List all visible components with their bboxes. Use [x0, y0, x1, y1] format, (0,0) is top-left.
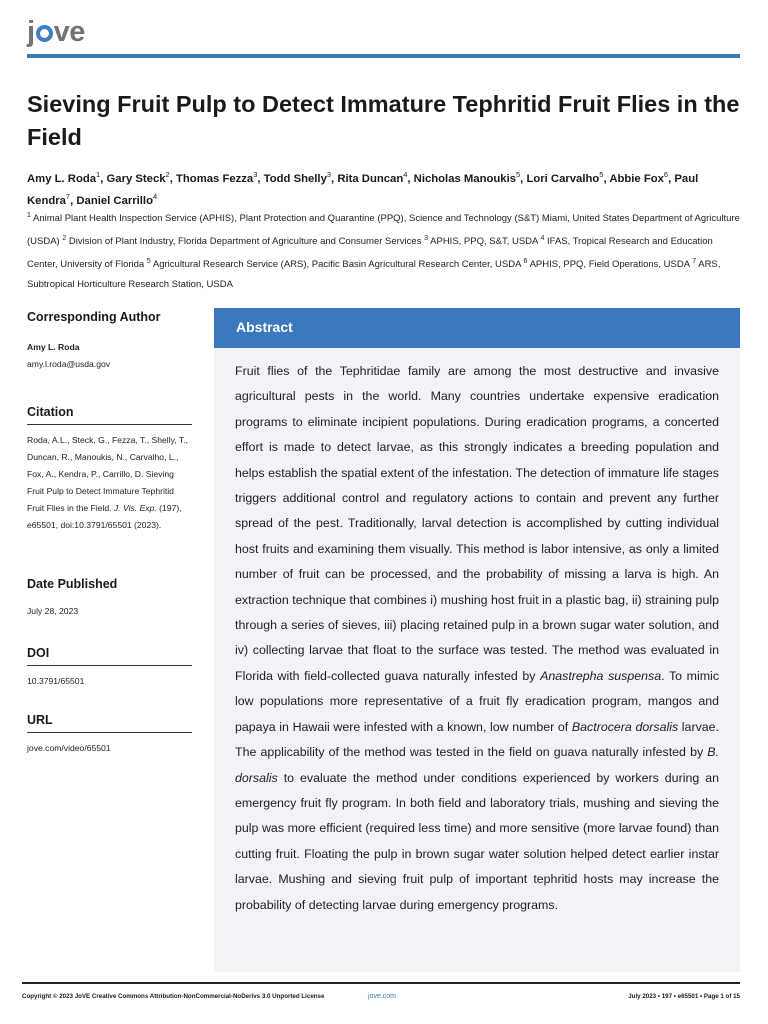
author: Lori Carvalho$^5$ — [526, 170, 604, 185]
corresponding-author-email[interactable]: amy.l.roda@usda.gov — [27, 359, 111, 369]
url-section — [27, 713, 192, 757]
date-published-section — [27, 577, 192, 620]
citation-text: Roda, A.L., Steck, G., Fezza, T., Shelly, T., Duncan, R., Manoukis, N., Carvalho, L., Fox, A., Kendra, P., Carrillo, D. Sieving Fruit Pulp to Detect Immature Tephritid Fruit Flies in the Field. J. Vis. Exp. (197), e65501, doi:10.3791/65501 (2023). — [27, 435, 188, 530]
jove-logo[interactable] — [27, 18, 85, 47]
affiliation: $^6$ APHIS, PPQ, Field Operations, USDA — [523, 258, 690, 271]
affiliation: $^2$ Division of Plant Industry, Florida Department of Agriculture and Consumer Services — [62, 235, 422, 248]
abstract-text: Fruit flies of the Tephritidae family are among the most destructive and invasive agricultural pests in the world. Many countries undertake expensive eradication programs to eliminate incipient populations. During eradication programs, a concerted effort is made to detect larvae, as this strongly indicates a breeding population and helps establish the spatial extent of the infestation. The detection of immature life stages triggers additional control and regulatory actions to contain and prevent any further spread of the pest. Traditionally, larval detection is accomplished by cutting individual host fruits and examining them visually. This method is labor intensive, as only a limited number of fruit can be processed, and the probability of missing a larva is high. An extraction technique that combines i) mushing host fruit in a plastic bag, ii) straining pulp through a series of sieves, iii) placing retained pulp in a brown sugar water solution, and iv) collecting larvae that float to the surface was tested. The method was evaluated in Florida with field-collected guava naturally infested by Anastrepha suspensa. To mimic low populations more representative of a fruit fly eradication program, mangos and papaya in Hawaii were infested with a known, low number of Bactrocera dorsalis larvae. The applicability of the method was tested in the field on guava naturally infested by B. dorsalis to evaluate the method under conditions experienced by workers during an emergency fruit fly program. In both field and laboratory trials, mushing and sieving the pulp was more efficient (required less time) and more sensitive (more larvae found) than cutting fruit. Floating the pulp in brown sugar water solution helped detect earlier instar larvae. Mushing and sieving fruit pulp of important tephritid hosts may increase the probability of detecting larvae during emergency programs. — [235, 364, 720, 912]
affiliation-list — [27, 206, 743, 295]
doi-section — [27, 646, 192, 690]
corresponding-author-name: Amy L. Roda — [27, 342, 80, 352]
species-name: Bactrocera dorsalis — [571, 719, 679, 734]
author: Gary Steck$^2$ — [106, 170, 170, 185]
header-rule — [27, 54, 740, 58]
affiliation: $^7$ ARS, Subtropical Horticulture Research Station, USDA — [27, 258, 721, 291]
date-published-value: July 28, 2023 — [27, 606, 79, 616]
abstract-panel — [214, 308, 740, 972]
affiliation: $^5$ Agricultural Research Service (ARS), Pacific Basin Agricultural Research Center, USDA — [146, 258, 521, 271]
abstract-heading: Abstract — [214, 308, 740, 348]
footer-page-info: July 2023 • 197 • e65501 • Page 1 of 15 — [628, 993, 740, 1000]
logo-ve: ve — [53, 16, 85, 48]
url-value[interactable]: jove.com/video/65501 — [27, 743, 111, 753]
doi-heading: DOI — [27, 646, 192, 666]
citation-section — [27, 405, 192, 534]
affiliation: $^1$ Animal Plant Health Inspection Service (APHIS), Plant Protection and Quarantine (PPQ), Science and Technology (S&T) Miami, United States Department of Agriculture (USDA) — [27, 212, 740, 248]
logo-o-ring-icon — [36, 25, 53, 42]
author: Abbie Fox$^6$ — [609, 170, 669, 185]
author: Todd Shelly$^3$ — [263, 170, 332, 185]
author-list: Amy L. Roda$^1$, Gary Steck$^2$, Thomas Fezza$^3$, Todd Shelly$^3$, Rita Duncan$^4$, Nicholas Manoukis$^5$, Lori Carvalho$^5$, Abbie Fox$^6$, Paul Kendra$^7$, Daniel Carrillo$^4$ — [27, 170, 699, 207]
logo-j: j — [27, 16, 35, 48]
affiliation: $^3$ APHIS, PPQ, S&T, USDA — [424, 235, 538, 248]
species-name: B. dorsalis — [235, 745, 719, 785]
author: Rita Duncan$^4$ — [337, 170, 408, 185]
doi-value[interactable]: 10.3791/65501 — [27, 676, 85, 686]
footer-copyright: Copyright © 2023 JoVE Creative Commons Attribution-NonCommercial-NoDerivs 3.0 Unported License — [22, 993, 325, 1000]
url-heading: URL — [27, 713, 192, 733]
footer-site-link[interactable]: jove.com — [368, 993, 397, 1000]
footer-rule — [22, 982, 740, 984]
author: Paul Kendra$^7$ — [27, 172, 699, 207]
author: Daniel Carrillo$^4$ — [76, 191, 158, 207]
affiliation: $^4$ IFAS, Tropical Research and Education Center, University of Florida — [27, 235, 713, 271]
author: Thomas Fezza$^3$ — [176, 170, 258, 185]
corresponding-author-section — [27, 310, 192, 373]
date-published-heading: Date Published — [27, 577, 118, 591]
species-name: Anastrepha suspensa — [540, 668, 662, 683]
article-title: Sieving Fruit Pulp to Detect Immature Tephritid Fruit Flies in the Field — [27, 91, 740, 150]
author: Nicholas Manoukis$^5$ — [413, 170, 521, 185]
corresponding-author-heading: Corresponding Author — [27, 310, 161, 324]
author: Amy L. Roda$^1$ — [27, 170, 101, 185]
citation-heading: Citation — [27, 405, 192, 425]
